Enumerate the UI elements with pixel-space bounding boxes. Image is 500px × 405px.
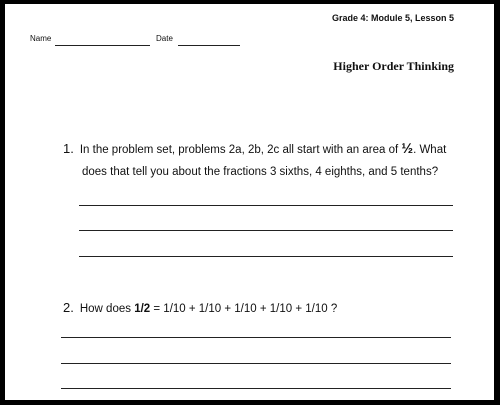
question-1-text-end: . What [413, 144, 447, 156]
date-label: Date [156, 34, 173, 43]
worksheet-page [5, 4, 494, 400]
answer-line-1-2[interactable] [79, 230, 453, 231]
question-2-bold-fraction: 1/2 [134, 303, 151, 315]
answer-line-2-1[interactable] [61, 337, 451, 338]
lesson-header: Grade 4: Module 5, Lesson 5 [331, 13, 454, 23]
page-title: Higher Order Thinking [333, 59, 454, 73]
question-1-line-2: does that tell you about the fractions 3 sixths, 4 eighths, and 5 tenths? [82, 166, 439, 178]
question-2-number: 2. [63, 300, 74, 315]
question-1-line-1 [63, 140, 446, 156]
answer-line-1-1[interactable] [79, 205, 453, 206]
date-field-line[interactable] [178, 45, 240, 46]
answer-line-2-2[interactable] [61, 363, 451, 364]
answer-line-2-3[interactable] [61, 388, 451, 389]
question-2-line [63, 300, 337, 315]
question-2-text-start: How does [79, 303, 135, 315]
question-1-text-start: In the problem set, problems 2a, 2b, 2c all start with an area of [79, 144, 402, 156]
name-label: Name [30, 34, 52, 43]
name-field-line[interactable] [55, 45, 150, 46]
answer-line-1-3[interactable] [79, 256, 453, 257]
question-2-text-end: = 1/10 + 1/10 + 1/10 + 1/10 + 1/10 ? [150, 303, 338, 315]
question-1-number: 1. [63, 141, 74, 156]
question-1-half: ½ [401, 140, 414, 156]
